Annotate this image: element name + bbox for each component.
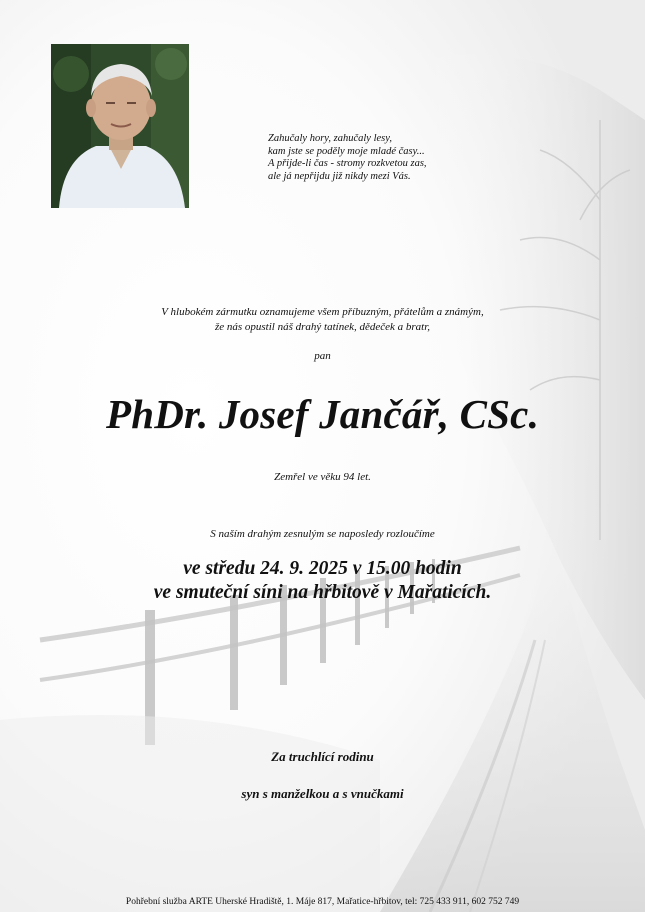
announcement <box>0 305 645 335</box>
deceased-name: PhDr. Josef Jančář, CSc. <box>105 391 540 437</box>
funeral-service-footer: Pohřební služba ARTE Uherské Hradiště, 1. Máje 817, Mařatice-hřbitov, tel: 725 433 911, 602 752 749 <box>125 897 520 907</box>
memorial-poem <box>268 133 508 183</box>
announcement-line: V hlubokém zármutku oznamujeme všem příbuzným, přátelům a známým, <box>161 306 484 318</box>
family-signature: syn s manželkou a s vnučkami <box>241 786 404 801</box>
ceremony-details <box>0 557 645 605</box>
salutation: pan <box>314 350 331 362</box>
farewell-intro: S naším drahým zesnulým se naposledy rozloučíme <box>210 528 435 540</box>
poem-line: kam jste se poděly moje mladé časy... <box>268 145 425 157</box>
age-text: Zemřel ve věku 94 let. <box>274 471 371 483</box>
poem-line: A přijde-li čas - stromy rozkvetou zas, <box>268 158 427 169</box>
poem-line: ale já nepřijdu již nikdy mezi Vás. <box>268 170 411 182</box>
poem-line: Zahučaly hory, zahučaly lesy, <box>268 133 392 144</box>
portrait-photo <box>51 44 189 208</box>
ceremony-place: ve smuteční síni na hřbitově v Mařaticích. <box>153 582 492 603</box>
family-intro: Za truchlící rodinu <box>271 749 374 764</box>
ceremony-date: ve středu 24. 9. 2025 v 15.00 hodin <box>183 558 462 579</box>
announcement-line: že nás opustil náš drahý tatínek, dědeček a bratr, <box>214 321 431 333</box>
